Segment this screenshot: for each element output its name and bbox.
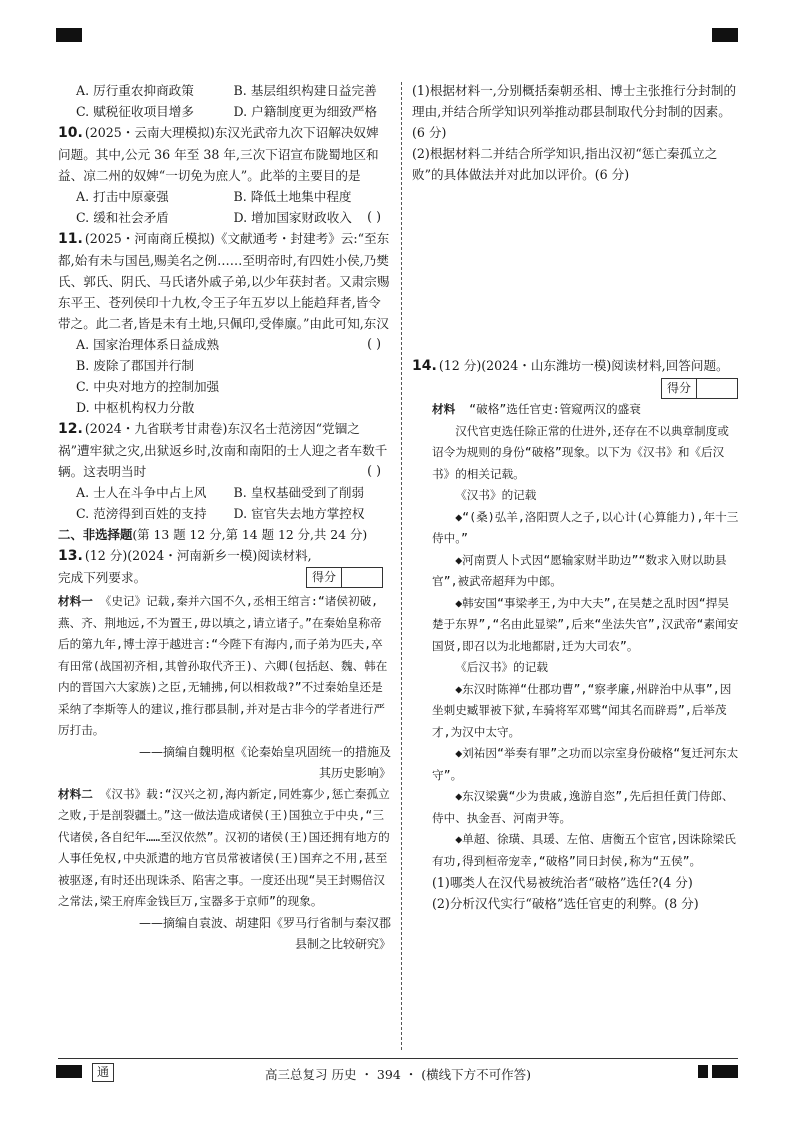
q14-houhanshu-item: ◆东汉梁冀“少为贵戚,逸游自恣”,先后担任黄门侍郎、侍中、执金吾、河南尹等。 xyxy=(432,789,734,825)
q12-option-a: A. 士人在斗争中占上风 xyxy=(76,485,207,500)
q14-stem: (12 分)(2024・山东潍坊一模)阅读材料,回答问题。 xyxy=(438,358,729,373)
q12-answer-bracket: ( ) xyxy=(367,463,381,478)
q14-intro: 汉代官吏选任除正常的仕进外,还存在不以典章制度或诏令为规则的身份“破格”现象。以下为《汉书》和《后汉书》的相关记载。 xyxy=(432,423,729,481)
right-column xyxy=(412,80,740,914)
q13-m1-text: 《史记》记载,秦并六国不久,丞相王绾言:“诸侯初破,燕、齐、荆地远,不为置王,毋以填之,请立诸子。”在秦始皇称帝后的第九年,博士淳于越进言:“今陛下有海内,而子弟为匹夫,卒有田常(战国初齐相,其曾孙取代齐王)、六卿(包括赵、魏、韩在内的晋国六大家族)之臣,无辅拂,何以相救哉?”不过秦始皇还是采纳了李斯等人的建议,推行郡县制,并对是古非今的学者进行严厉打击。 xyxy=(58,594,388,737)
q13-score-box[interactable] xyxy=(306,567,383,588)
q14-hanshu-item: ◆“(桑)弘羊,洛阳贾人之子,以心计(心算能力),年十三侍中。” xyxy=(432,509,739,545)
q14-houhanshu-item: ◆东汉时陈禅“仕郡功曹”,“察孝廉,州辟治中从事”,因坐刺史臧罪被下狱,车骑将军邓骘“闻其名而辟焉”,后举茂才,为汉中太守。 xyxy=(432,681,732,739)
question-14 xyxy=(412,355,740,914)
q10-option-a: A. 打击中原豪强 xyxy=(76,189,169,204)
q9-options xyxy=(58,80,391,122)
q9-option-d: D. 户籍制度更为细致严格 xyxy=(233,104,378,119)
q10-number: 10. xyxy=(58,125,83,141)
q14-m-heading: “破格”选任官吏:管窥两汉的盛衰 xyxy=(469,402,641,416)
q13-m1-source: ——摘编自魏明枢《论秦始皇巩固统一的措施及其历史影响》 xyxy=(138,744,391,780)
question-12 xyxy=(58,418,391,524)
q14-houhanshu-item: ◆单超、徐璜、具瑗、左倌、唐衡五个宦官,因诛除梁氏有功,得到桓帝宠幸,“破格”同日封侯,称为“五侯”。 xyxy=(432,832,736,868)
q14-heading-hanshu: 《汉书》的记载 xyxy=(455,488,537,502)
q11-option-a: A. 国家治理体系日益成熟 xyxy=(76,337,220,352)
q14-sub-question-1: (1)哪类人在汉代易被统治者“破格”选任?(4 分) xyxy=(432,875,693,890)
section-title: 二、非选择题 xyxy=(58,527,133,542)
corner-mark-top-left xyxy=(56,28,82,42)
q13-m1-title: 材料一 xyxy=(58,594,93,608)
q12-stem: (2024・九省联考甘肃卷)东汉名士范滂因“党锢之祸”遭牢狱之灾,出狱返乡时,汝南和南阳的士人迎之者车数千辆。这表明当时 xyxy=(58,421,388,479)
q10-answer-bracket: ( ) xyxy=(367,209,381,224)
q11-number: 11. xyxy=(58,231,83,247)
q11-stem: (2025・河南商丘模拟)《文献通考・封建考》云:“至东都,始有未与国邑,赐美名之例……至明帝时,有四姓小侯,乃樊氏、郭氏、阴氏、马氏诸外戚子弟,以少年获封者。又肃宗赐东平王、苍列侯印十九枚,令王子年五岁以上能趋拜者,皆令带之。此二者,皆是未有土地,只佩印,受俸廪。”由此可知,东汉 xyxy=(58,231,390,331)
question-13 xyxy=(58,545,391,955)
q13-score-label: 得分 xyxy=(307,568,342,587)
footer-text: 高三总复习 历史 ・ 394 ・ (横线下方不可作答) xyxy=(265,1067,531,1082)
q14-score-box[interactable] xyxy=(661,378,738,399)
q11-option-d: D. 中枢机构权力分散 xyxy=(76,400,195,415)
q14-material xyxy=(412,399,740,872)
q13-number: 13. xyxy=(58,548,83,564)
corner-mark-top-right xyxy=(712,28,738,42)
q13-stem: (12 分)(2024・河南新乡一模)阅读材料,完成下列要求。 xyxy=(58,548,312,585)
q13-m2-source: ——摘编自袁波、胡建阳《罗马行省制与秦汉郡县制之比较研究》 xyxy=(138,915,391,951)
q13-m2-title: 材料二 xyxy=(58,786,93,801)
q9-option-b: B. 基层组织构建日益完善 xyxy=(233,83,377,98)
q14-score-blank[interactable] xyxy=(697,379,737,398)
answer-space[interactable] xyxy=(412,185,740,355)
question-10 xyxy=(58,122,391,228)
q14-score-label: 得分 xyxy=(662,379,697,398)
q14-sub-question-2: (2)分析汉代实行“破格”选任官吏的利弊。(8 分) xyxy=(432,896,699,911)
q13-score-blank[interactable] xyxy=(342,568,382,587)
q12-number: 12. xyxy=(58,421,83,437)
q10-option-b: B. 降低土地集中程度 xyxy=(233,189,352,204)
q13-sub-question-2: (2)根据材料二并结合所学知识,指出汉初“惩亡秦孤立之败”的具体做法并对此加以评价。(6 分) xyxy=(412,146,718,182)
q10-option-d: D. 增加国家财政收入 xyxy=(233,210,352,225)
question-11 xyxy=(58,228,391,418)
q13-material-2 xyxy=(58,784,391,913)
column-divider xyxy=(401,82,402,1050)
q14-hanshu-item: ◆河南贾人卜式因“愿输家财半助边”“数求入财以助县官”,被武帝超拜为中郎。 xyxy=(432,552,727,588)
q14-hanshu-item: ◆韩安国“事梁孝王,为中大夫”,在吴楚之乱时因“捍吴楚于东界”,“名由此显梁”,后来“坐法失官”,汉武帝“素闻安国贤,即召以为北地都尉,迁为大司农”。 xyxy=(432,595,739,653)
section-note: (第 13 题 12 分,第 14 题 12 分,共 24 分) xyxy=(132,527,368,542)
q11-answer-bracket: ( ) xyxy=(367,336,381,351)
q12-option-d: D. 宦官失去地方掌控权 xyxy=(233,506,365,521)
q10-stem: (2025・云南大理模拟)东汉光武帝九次下诏解决奴婢问题。其中,公元 36 年至 38 年,三次下诏宣布陇蜀地区和益、凉二州的奴婢“一切免为庶人”。此举的主要目的是 xyxy=(58,125,379,183)
footer-mark-right-small xyxy=(698,1065,708,1078)
q9-option-a: A. 厉行重农抑商政策 xyxy=(76,83,194,98)
page-footer xyxy=(58,1058,738,1082)
q14-m-title: 材料 xyxy=(432,402,456,416)
q13-sub-question-1: (1)根据材料一,分别概括秦朝丞相、博士主张推行分封制的理由,并结合所学知识列举推动郡县制取代分封制的因素。(6 分) xyxy=(412,83,737,140)
left-column xyxy=(58,80,391,955)
q10-option-c: C. 缓和社会矛盾 xyxy=(76,210,169,225)
section-heading xyxy=(58,524,391,545)
footer-tag: 通 xyxy=(92,1063,114,1082)
q14-houhanshu-item: ◆刘祐因“举奏有罪”之功而以宗室身份破格“复迁河东太守”。 xyxy=(432,746,739,782)
q13-material-1 xyxy=(58,591,391,742)
q14-heading-houhanshu: 《后汉书》的记载 xyxy=(455,660,548,674)
q9-option-c: C. 赋税征收项目增多 xyxy=(76,104,194,119)
q11-option-c: C. 中央对地方的控制加强 xyxy=(76,379,220,394)
q12-option-c: C. 范滂得到百姓的支持 xyxy=(76,506,207,521)
q11-option-b: B. 废除了郡国并行制 xyxy=(76,358,195,373)
footer-mark-right xyxy=(712,1065,738,1078)
q13-m2-text: 《汉书》载:“汉兴之初,海内新定,同姓寡少,惩亡秦孤立之败,于是剖裂疆土。”这一做法造成诸侯(王)国独立于中央,“三代诸侯,各自纪年……至汉依然”。汉初的诸侯(王)国还拥有地方的人事任免权,中央派遣的地方官员常被诸侯(王)国弃之不用,甚至被驱逐,有时还出现诛杀、陷害之事。一度还出现“吴王封赐倍汉之常法,梁王府库金钱巨万,宝器多于京师”的现象。 xyxy=(58,786,390,908)
q12-option-b: B. 皇权基础受到了削弱 xyxy=(233,485,365,500)
q14-number: 14. xyxy=(412,358,437,374)
